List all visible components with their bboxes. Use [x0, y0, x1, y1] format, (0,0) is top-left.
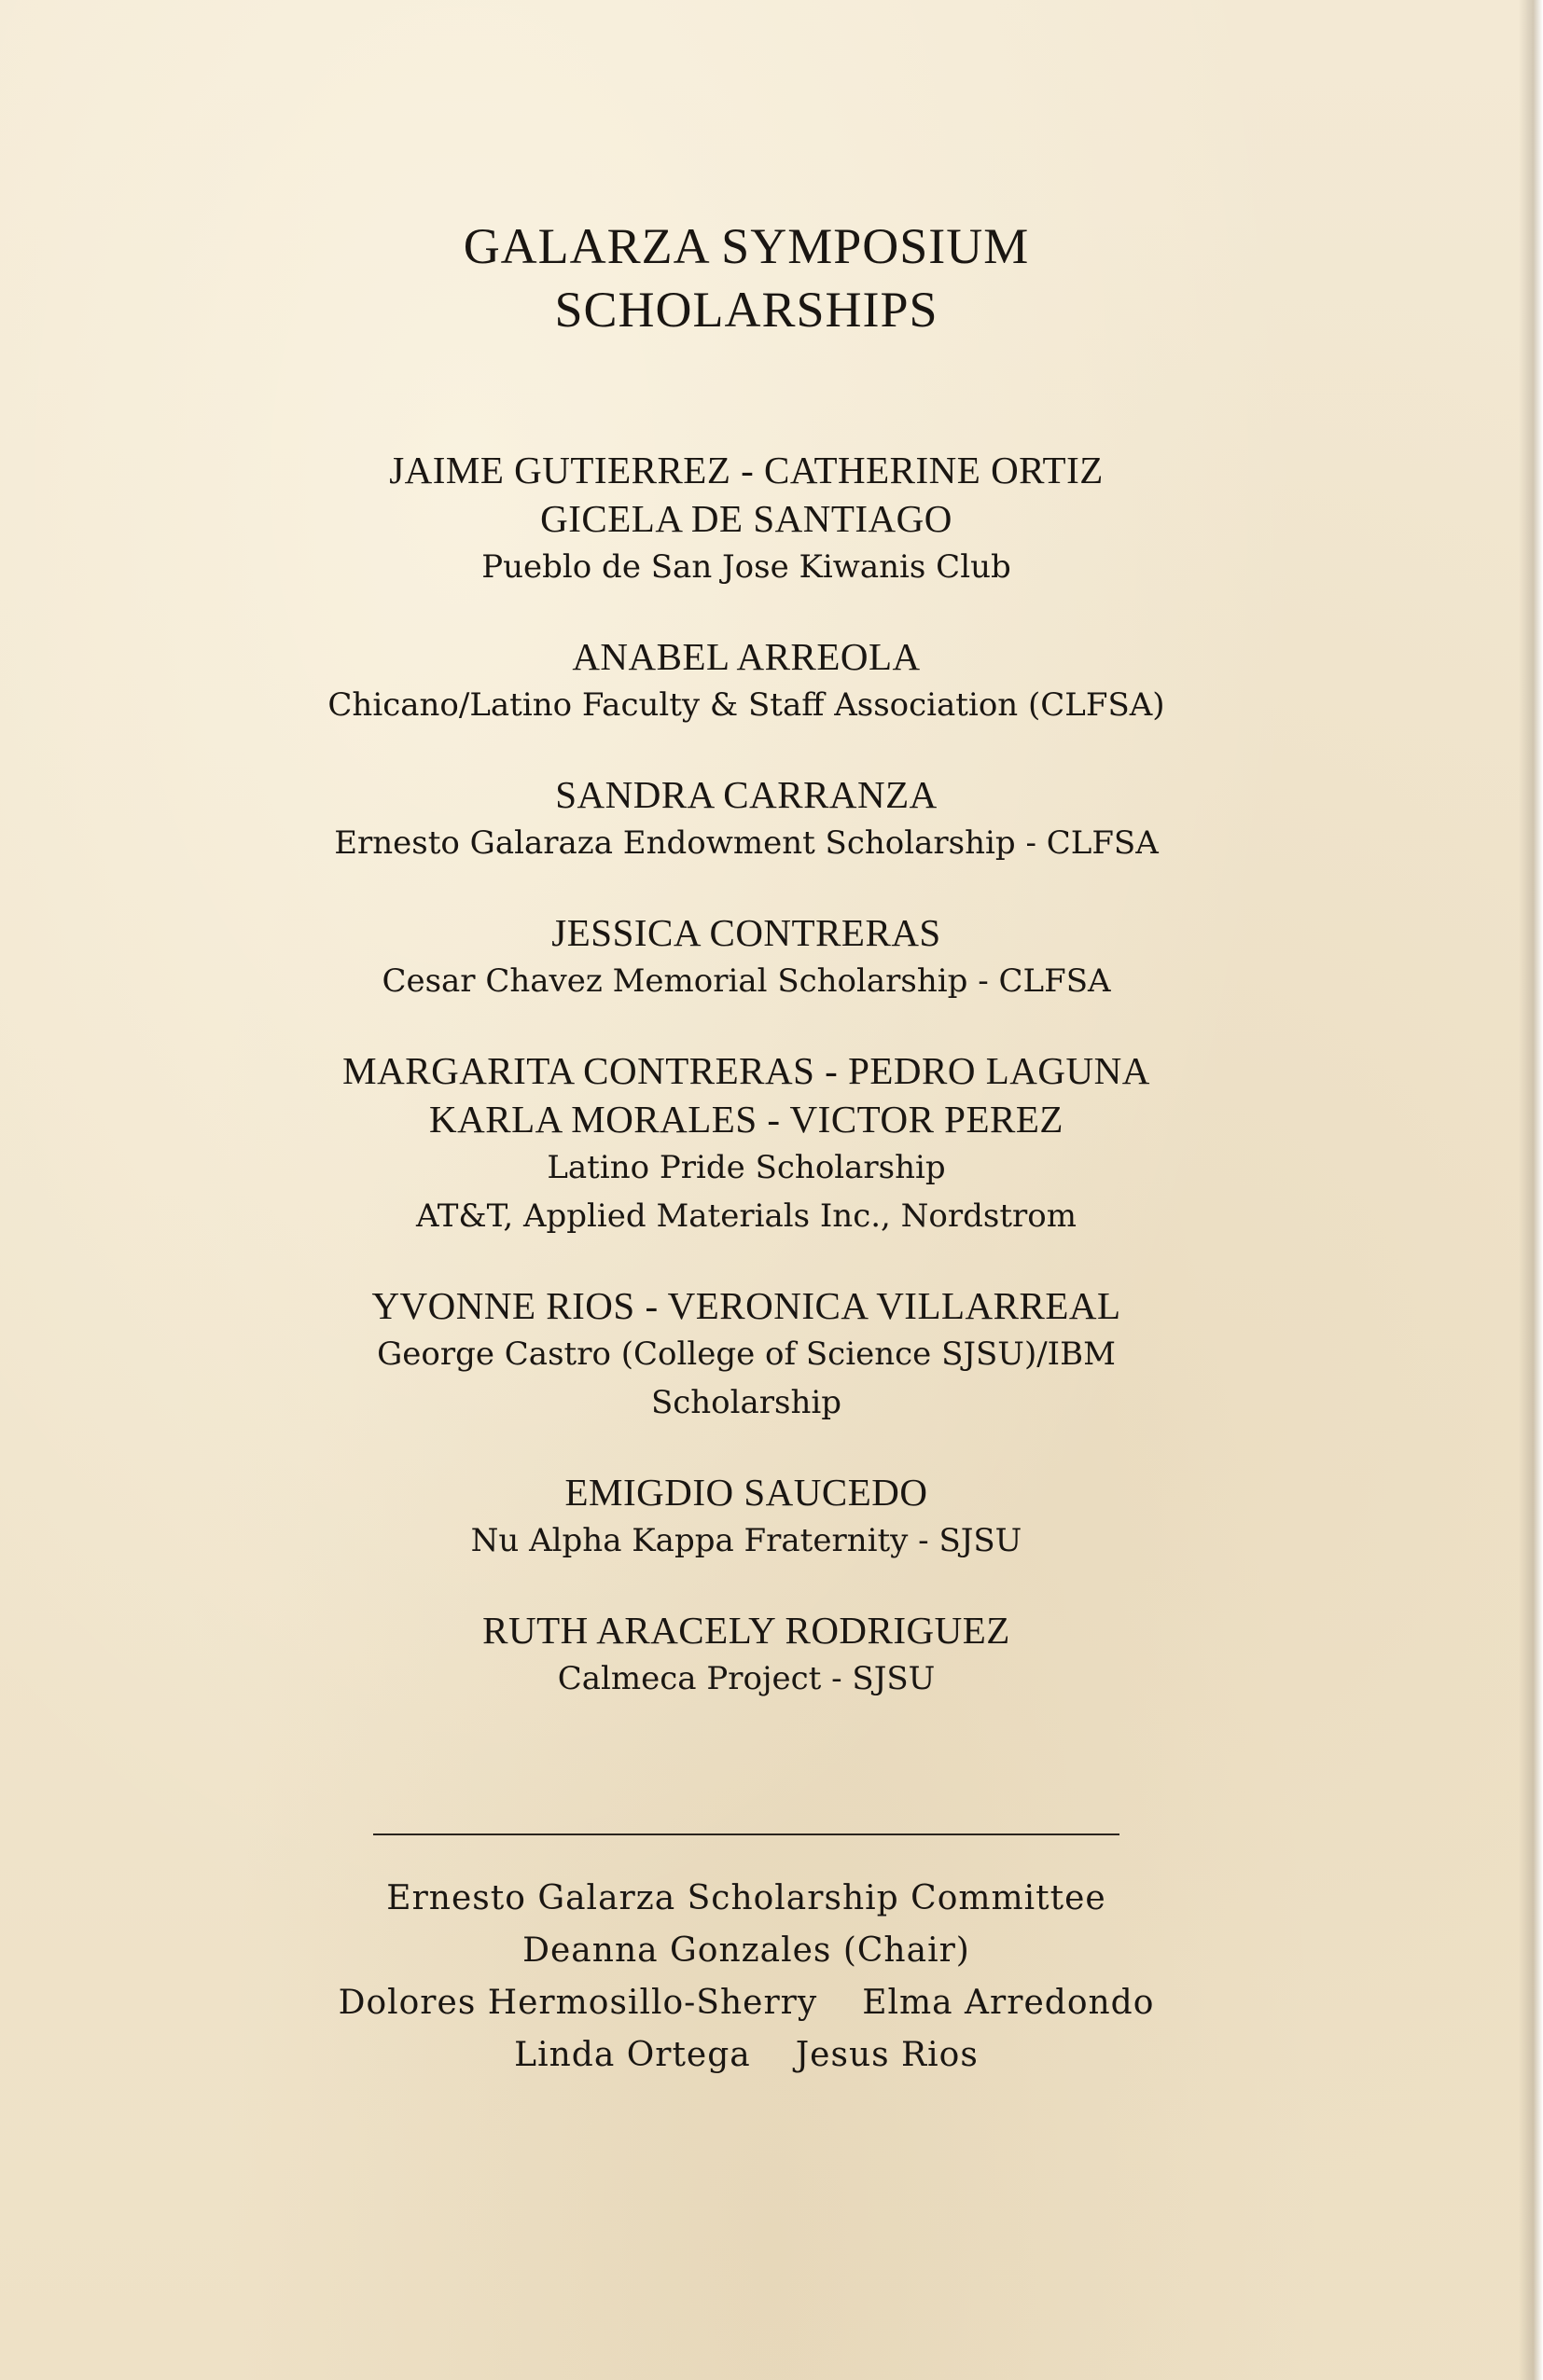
committee-member: Jesus Rios	[795, 2036, 979, 2074]
title-line-1: GALARZA SYMPOSIUM	[463, 218, 1030, 274]
scholarship-sponsor: AT&T, Applied Materials Inc., Nordstrom	[416, 1197, 1077, 1235]
scholarship-entry	[224, 770, 1269, 867]
divider-rule	[373, 1833, 1119, 1835]
scholarship-sponsor: Ernesto Galaraza Endowment Scholarship - CLFSA	[334, 824, 1159, 862]
scholarship-entry	[224, 1606, 1269, 1703]
committee-title: Ernesto Galarza Scholarship Committee	[386, 1879, 1106, 1917]
committee-block	[224, 1873, 1269, 2082]
scholarship-entry	[224, 632, 1269, 729]
scholarship-sponsor: Pueblo de San Jose Kiwanis Club	[481, 548, 1011, 586]
recipient-names: RUTH ARACELY RODRIGUEZ	[482, 1609, 1010, 1652]
scholarship-sponsor: Scholarship	[650, 1384, 842, 1421]
scholarship-entry	[224, 1281, 1269, 1427]
scholarship-entry	[224, 1468, 1269, 1565]
scholarship-sponsor: Chicano/Latino Faculty & Staff Association (CLFSA)	[327, 686, 1165, 724]
program-page	[224, 214, 1269, 2082]
scholarship-sponsor: George Castro (College of Science SJSU)/IBM	[377, 1335, 1116, 1373]
recipient-names: JAIME GUTIERREZ - CATHERINE ORTIZ	[389, 449, 1104, 491]
committee-member: Linda Ortega	[514, 2036, 751, 2074]
scholarship-sponsor: Calmeca Project - SJSU	[557, 1660, 936, 1697]
recipient-names: MARGARITA CONTRERAS - PEDRO LAGUNA	[342, 1049, 1150, 1092]
title-line-2: SCHOLARSHIPS	[554, 282, 938, 338]
recipient-names: YVONNE RIOS - VERONICA VILLARREAL	[371, 1284, 1121, 1327]
recipient-names: EMIGDIO SAUCEDO	[564, 1471, 928, 1514]
page-title	[224, 214, 1269, 341]
committee-members-row	[224, 1977, 1269, 2029]
recipient-names: GICELA DE SANTIAGO	[540, 497, 952, 540]
committee-member: Elma Arredondo	[862, 1984, 1155, 2022]
recipient-names: ANABEL ARREOLA	[572, 635, 921, 678]
scholarship-sponsor: Cesar Chavez Memorial Scholarship - CLFSA	[382, 962, 1111, 1000]
page-edge-shadow	[1519, 0, 1543, 2380]
recipient-names: JESSICA CONTRERAS	[551, 911, 941, 954]
recipient-names: KARLA MORALES - VICTOR PEREZ	[429, 1098, 1063, 1141]
scholarship-entry	[224, 1046, 1269, 1240]
committee-member: Dolores Hermosillo-Sherry	[338, 1984, 818, 2022]
committee-chair: Deanna Gonzales (Chair)	[522, 1931, 970, 1970]
committee-members-row	[224, 2029, 1269, 2082]
scholarship-sponsor: Nu Alpha Kappa Fraternity - SJSU	[470, 1522, 1022, 1559]
scholarship-entry	[224, 908, 1269, 1005]
recipient-names: SANDRA CARRANZA	[555, 773, 938, 816]
scholarship-sponsor: Latino Pride Scholarship	[547, 1149, 946, 1186]
scholarship-entry	[224, 446, 1269, 591]
